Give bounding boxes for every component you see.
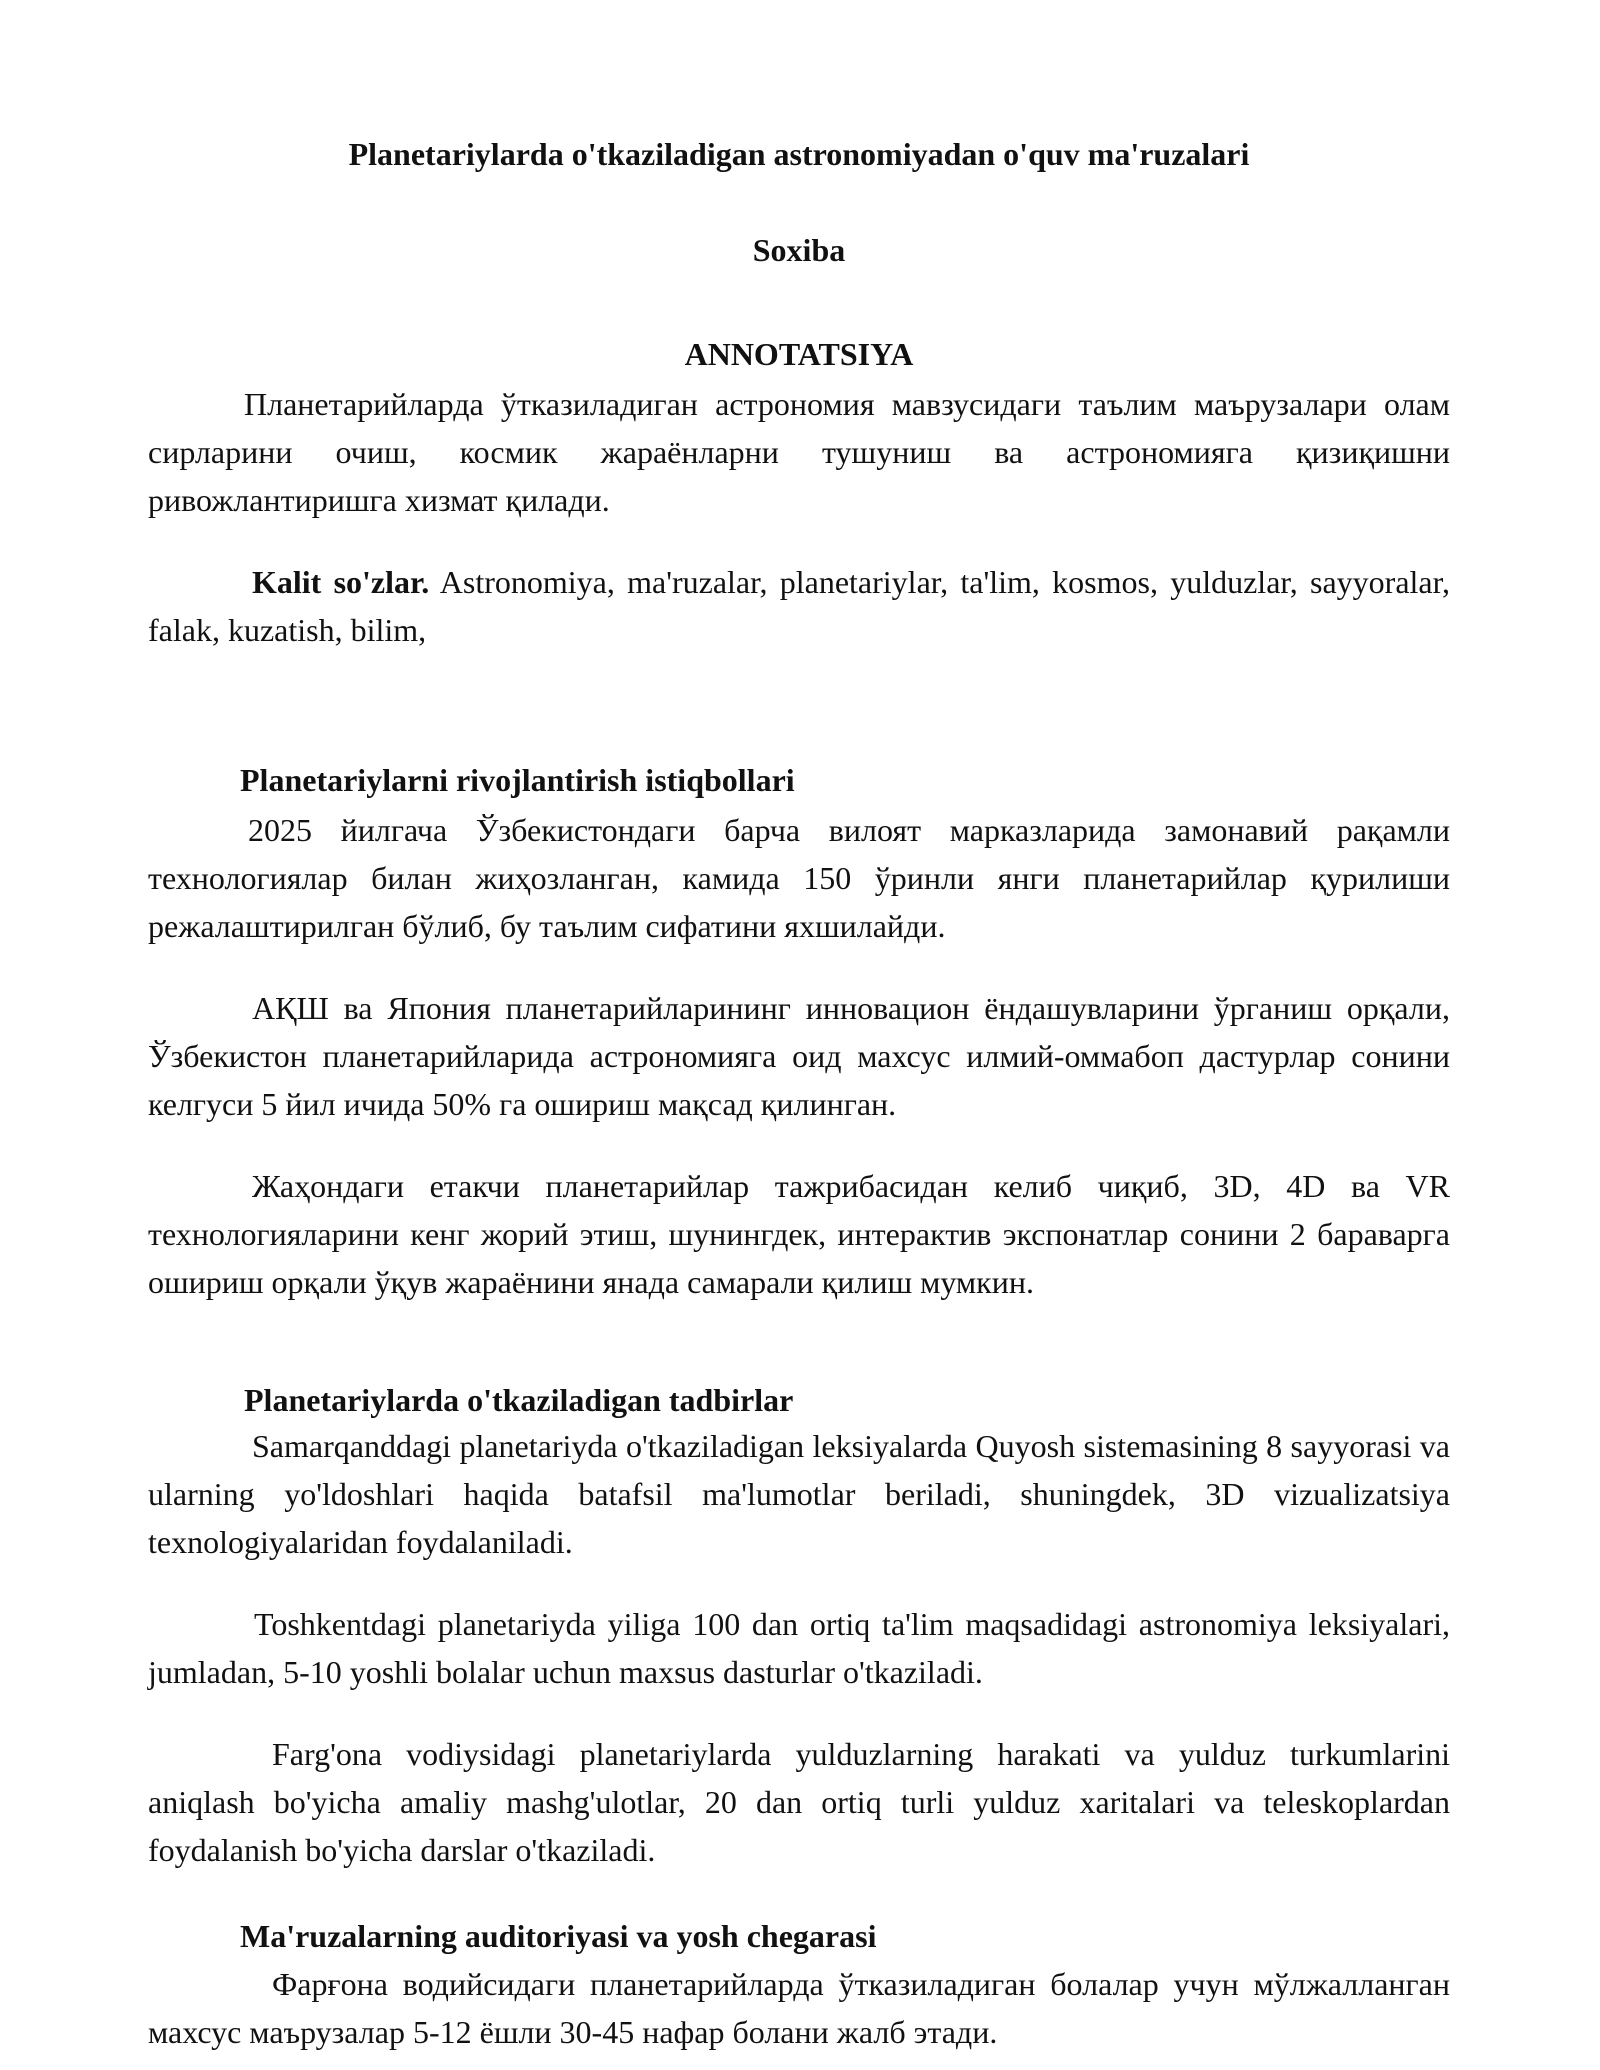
keywords-label: Kalit so'zlar.	[252, 564, 430, 600]
section1-paragraph: Жаҳондаги етакчи планетарийлар тажрибасидан келиб чиқиб, 3D, 4D ва VR технологияларини кенг жорий этиш, шунингдек, интерактив экспонатлар сонини 2 бараварга ошириш орқали ўқув жараёнини янада самарали қилиш мумкин.	[148, 1168, 1450, 1300]
abstract-paragraph: Планетарийларда ўтказиладиган астрономия мавзусидаги таълим маърузалари олам сирларини очиш, космик жараёнларни тушуниш ва астрономияга қизиқишни ривожлантиришга хизмат қилади.	[148, 386, 1450, 518]
abstract-heading: ANNOTATSIYA	[684, 336, 914, 372]
document-title: Planetariylarda o'tkaziladigan astronomiyadan o'quv ma'ruzalari	[348, 136, 1250, 172]
section3-paragraph: Фарғона водийсидаги планетарийларда ўтказиладиган болалар учун мўлжалланган махсус маърузалар 5-12 ёшли 30-45 нафар болани жалб этади.	[148, 1966, 1450, 2050]
keywords-text: Astronomiya, ma'ruzalar, planetariylar, ta'lim, kosmos, yulduzlar, sayyoralar, falak, kuzatish, bilim,	[148, 564, 1451, 648]
document-author: Soxiba	[752, 232, 846, 268]
section2-paragraph: Samarqanddagi planetariyda o'tkaziladigan leksiyalarda Quyosh sistemasining 8 sayyorasi va ularning yo'ldoshlari haqida batafsil ma'lumotlar beriladi, shuningdek, 3D vizualizatsiya texnologiyalaridan foydalaniladi.	[148, 1428, 1450, 1560]
section2-paragraph: Toshkentdagi planetariyda yiliga 100 dan ortiq ta'lim maqsadidagi astronomiya leksiyalari, jumladan, 5-10 yoshli bolalar uchun maxsus dasturlar o'tkaziladi.	[148, 1606, 1450, 1690]
keywords-paragraph	[148, 558, 1450, 654]
section-heading-events: Planetariylarda o'tkaziladigan tadbirlar	[244, 1382, 794, 1418]
section-heading-prospects: Planetariylarni rivojlantirish istiqbollari	[240, 762, 795, 798]
section2-paragraph: Farg'ona vodiysidagi planetariylarda yulduzlarning harakati va yulduz turkumlarini aniqlash bo'yicha amaliy mashg'ulotlar, 20 dan ortiq turli yulduz xaritalari va teleskoplardan foydalanish bo'yicha darslar o'tkaziladi.	[148, 1736, 1450, 1868]
section-heading-audience: Ma'ruzalarning auditoriyasi va yosh chegarasi	[240, 1918, 877, 1954]
section1-paragraph: АҚШ ва Япония планетарийларининг инновацион ёндашувларини ўрганиш орқали, Ўзбекистон планетарийларида астрономияга оид махсус илмий-оммабоп дастурлар сонини келгуси 5 йил ичида 50% га ошириш мақсад қилинган.	[148, 990, 1450, 1122]
section1-paragraph: 2025 йилгача Ўзбекистондаги барча вилоят марказларида замонавий рақамли технологиялар билан жиҳозланган, камида 150 ўринли янги планетарийлар қурилиши режалаштирилган бўлиб, бу таълим сифатини яхшилайди.	[148, 812, 1450, 944]
